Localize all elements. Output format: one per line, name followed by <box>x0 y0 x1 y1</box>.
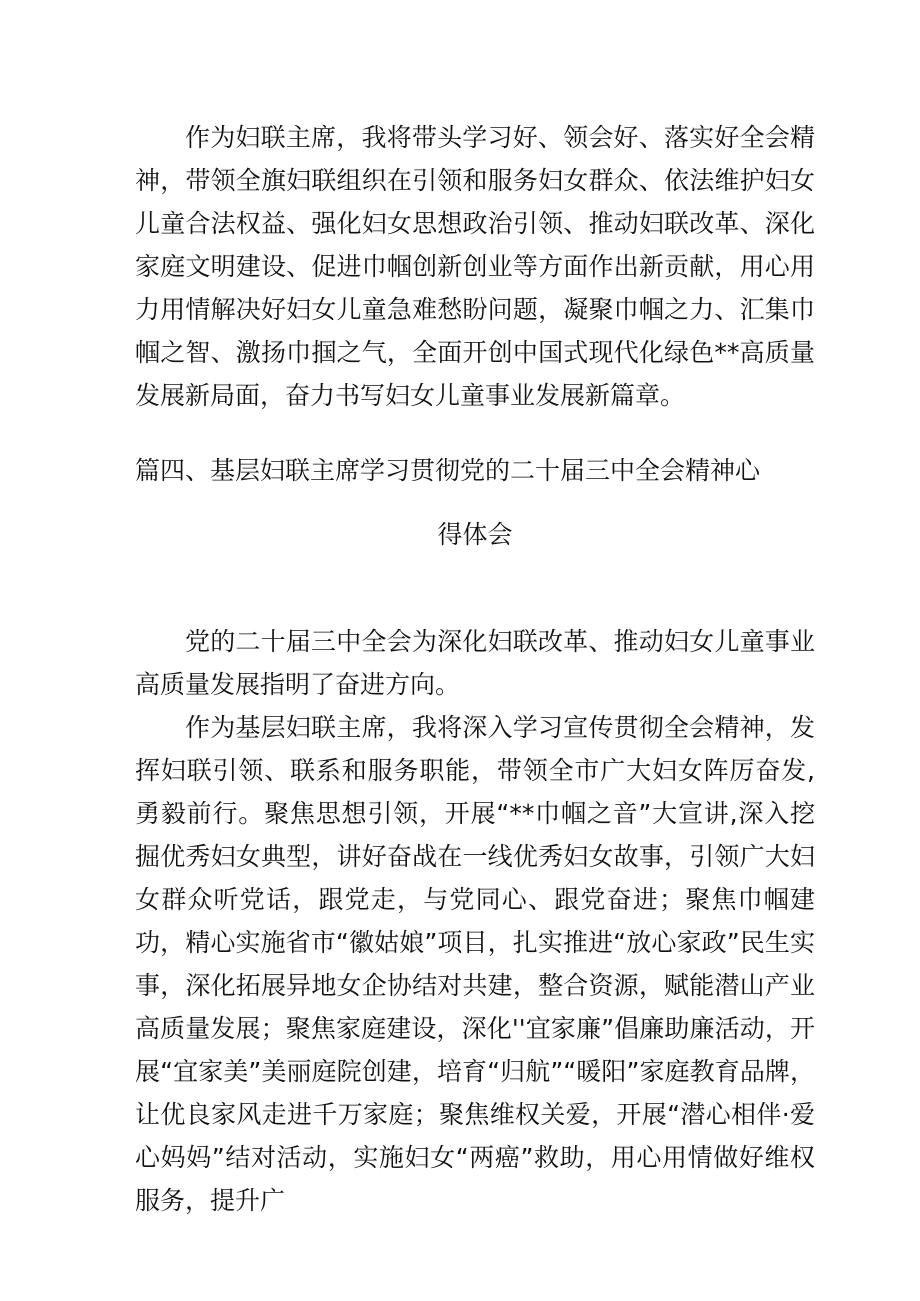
section-title-line-1: 篇四、基层妇联主席学习贯彻党的二十届三中全会精神心 <box>135 456 761 485</box>
section-title-line-2: 得体会 <box>437 520 513 549</box>
body-paragraph-3: 作为基层妇联主席，我将深入学习宣传贯彻全会精神，发挥妇联引领、联系和服务职能，带领全市广大妇女阵厉奋发,勇毅前行。聚焦思想引领，开展“**巾帼之音”大宣讲,深入挖掘优秀妇女典型，讲好奋战在一线优秀妇女故事，引领广大妇女群众听党话，跟党走，与党同心、跟党奋进；聚焦巾帼建功，精心实施省市“徽姑娘”项目，扎实推进“放心家政”民生实事，深化拓展异地女企协结对共建，整合资源，赋能潜山产业高质量发展；聚焦家庭建设，深化''宜家廉”倡廉助廉活动，开展“宜家美”美丽庭院创建，培育“归航”“暖阳”家庭教育品牌，让优良家风走进千万家庭；聚焦维权关爱，开展“潜心相伴·爱心妈妈”结对活动，实施妇女“两癌”救助，用心用情做好维权服务，提升广 <box>135 713 815 1215</box>
body-paragraph-1: 作为妇联主席，我将带头学习好、领会好、落实好全会精神，带领全旗妇联组织在引领和服务妇女群众、依法维护妇女儿童合法权益、强化妇女思想政治引领、推动妇联改革、深化家庭文明建设、促进巾帼创新创业等方面作出新贡献，用心用力用情解决好妇女儿童急难愁盼问题，凝聚巾帼之力、汇集巾帼之智、激扬巾掴之气，全面开创中国式现代化绿色**高质量发展新局面，奋力书写妇女儿童事业发展新篇章。 <box>135 123 815 410</box>
body-paragraph-2: 党的二十届三中全会为深化妇联改革、推动妇女儿童事业高质量发展指明了奋进方向。 <box>135 627 815 699</box>
